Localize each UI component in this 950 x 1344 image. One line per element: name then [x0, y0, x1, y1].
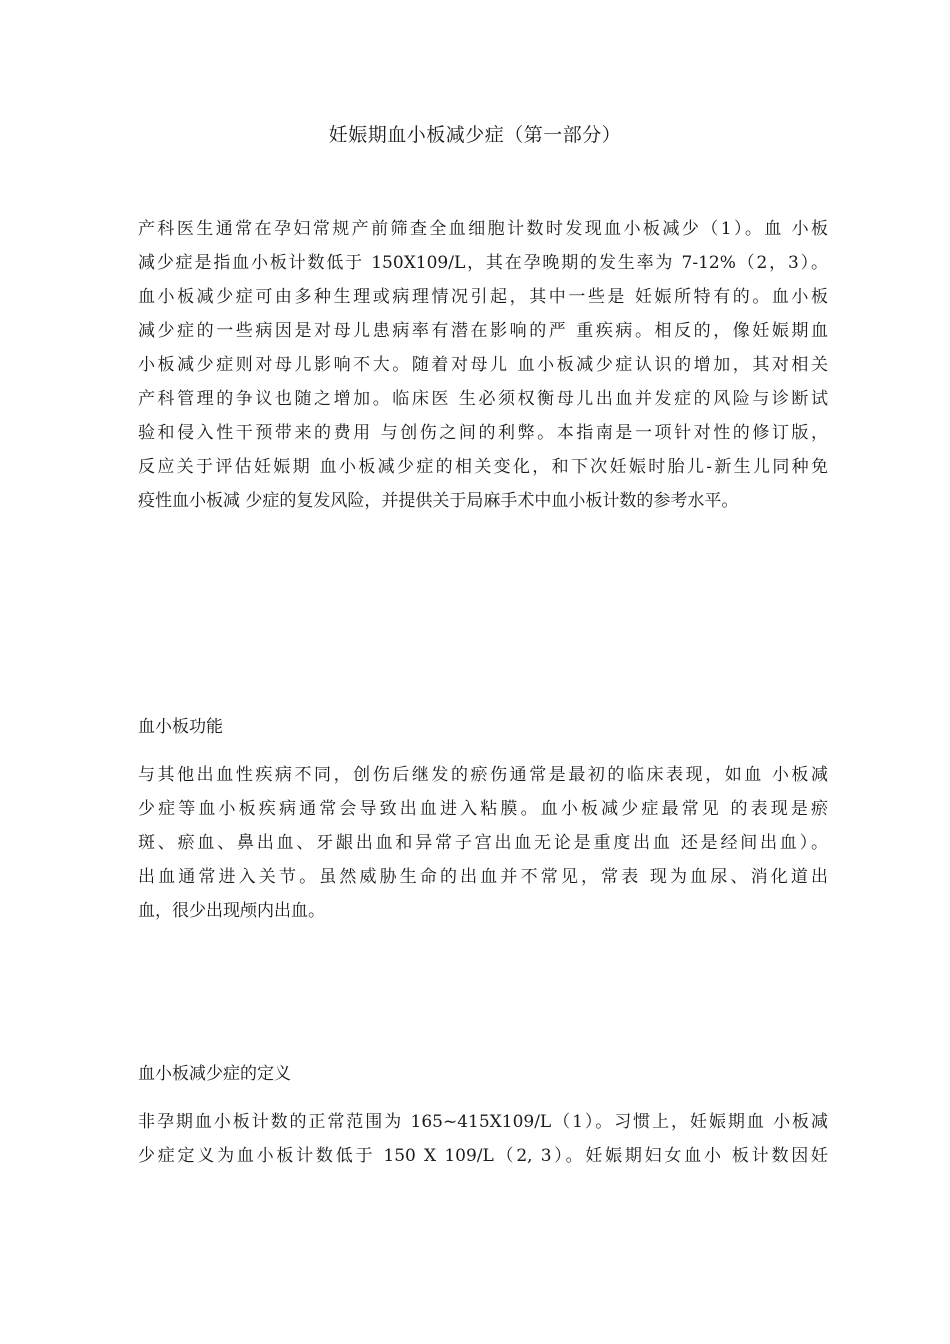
text-line: 小板减少症则对母儿影响不大。随着对母儿 血小板减少症认识的增加，其对相关 [138, 355, 828, 375]
text-line: 产科医生通常在孕妇常规产前筛查全血细胞计数时发现血小板减少（1）。血 小板 [138, 219, 828, 239]
text-line: 少症等血小板疾病通常会导致出血进入粘膜。血小板减少症最常见 的表现是瘀 [138, 799, 828, 819]
text-line: 斑、瘀血、鼻出血、牙龈出血和异常子宫出血无论是重度出血 还是经间出血）。 [138, 833, 828, 853]
text-line: 验和侵入性干预带来的费用 与创伤之间的利弊。本指南是一项针对性的修订版， [138, 423, 828, 443]
text-line: 减少症的一些病因是对母儿患病率有潜在影响的严 重疾病。相反的，像妊娠期血 [138, 321, 828, 341]
text-line: 少症定义为血小板计数低于 150 X 109/L（2, 3）。妊娠期妇女血小 板计数因妊 [138, 1146, 828, 1166]
section2-paragraph [138, 1105, 828, 1173]
section-heading-platelet-function: 血小板功能 [138, 717, 223, 737]
intro-paragraph [138, 212, 828, 518]
section-heading-thrombocytopenia-definition: 血小板减少症的定义 [138, 1064, 291, 1084]
text-line: 出血通常进入关节。虽然威胁生命的出血并不常见，常表 现为血尿、消化道出 [138, 867, 828, 887]
text-line: 产科管理的争议也随之增加。临床医 生必须权衡母儿出血并发症的风险与诊断试 [138, 389, 828, 409]
section1-paragraph [138, 758, 828, 928]
text-line: 血，很少出现颅内出血。 [138, 901, 325, 921]
text-line: 非孕期血小板计数的正常范围为 165~415X109/L（1）。习惯上，妊娠期血 小板减 [138, 1112, 828, 1132]
text-line: 与其他出血性疾病不同，创伤后继发的瘀伤通常是最初的临床表现，如血 小板减 [138, 765, 828, 785]
text-line: 疫性血小板减 少症的复发风险，并提供关于局麻手术中血小板计数的参考水平。 [138, 491, 739, 511]
text-line: 血小板减少症可由多种生理或病理情况引起，其中一些是 妊娠所特有的。血小板 [138, 287, 828, 307]
text-line: 反应关于评估妊娠期 血小板减少症的相关变化，和下次妊娠时胎儿-新生儿同种免 [138, 457, 828, 477]
text-line: 减少症是指血小板计数低于 150X109/L，其在孕晚期的发生率为 7-12%（2，3）。 [138, 253, 828, 273]
document-title: 妊娠期血小板减少症（第一部分） [328, 124, 622, 146]
